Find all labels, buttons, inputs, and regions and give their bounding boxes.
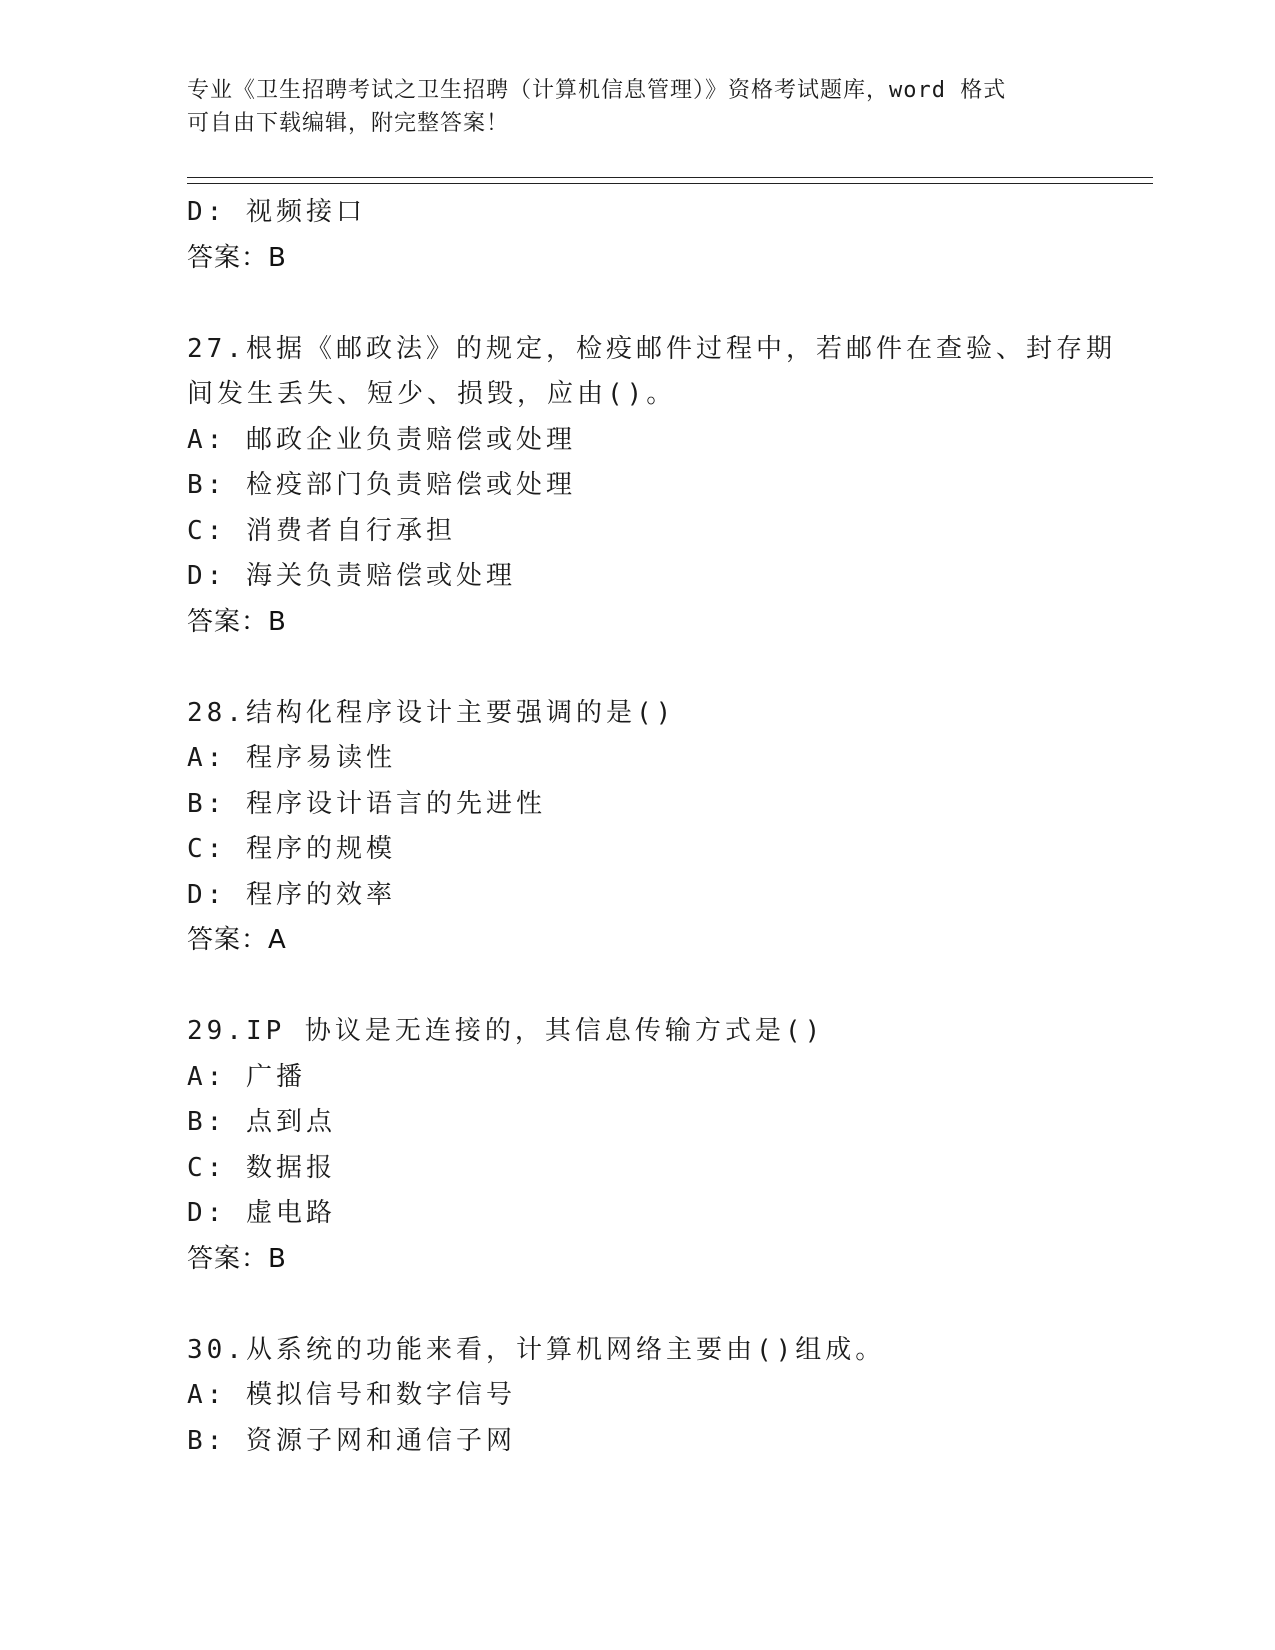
answer-line: 答案：B [187, 1243, 287, 1274]
option-a: A: 邮政企业负责赔偿或处理 [187, 424, 576, 455]
answer-line: 答案：A [187, 925, 287, 955]
carryover-option-d: D: 视频接口 [187, 197, 366, 227]
spacer [187, 964, 1087, 1010]
option-d: D: 海关负责赔偿或处理 [187, 561, 516, 591]
question-27 [187, 327, 1116, 646]
option-d: D: 虚电路 [187, 1198, 336, 1228]
option-b: B: 检疫部门负责赔偿或处理 [187, 470, 576, 500]
option-c: C: 程序的规模 [187, 834, 396, 864]
option-c: C: 数据报 [187, 1152, 336, 1183]
question-stem: 29.IP 协议是无连接的，其信息传输方式是() [187, 1016, 825, 1046]
header-line-2: 可自由下载编辑，附完整答案！ [187, 111, 510, 136]
option-d: D: 程序的效率 [187, 879, 396, 910]
option-b: B: 资源子网和通信子网 [187, 1425, 516, 1456]
question-stem: 28.结构化程序设计主要强调的是() [187, 697, 676, 728]
option-c: C: 消费者自行承担 [187, 515, 456, 546]
spacer [187, 645, 1087, 691]
carryover-answer: 答案：B [187, 242, 287, 273]
option-a: A: 广播 [187, 1061, 306, 1092]
document-header [187, 74, 1067, 140]
option-a: A: 模拟信号和数字信号 [187, 1380, 516, 1410]
header-rule-top [187, 177, 1153, 178]
option-b: B: 程序设计语言的先进性 [187, 788, 546, 819]
header-line-1: 专业《卫生招聘考试之卫生招聘（计算机信息管理）》资格考试题库，word 格式 [187, 78, 1007, 103]
option-b: B: 点到点 [187, 1107, 336, 1137]
question-stem: 27.根据《邮政法》的规定，检疫邮件过程中，若邮件在查验、封存期 [187, 333, 1116, 364]
question-list [187, 190, 1116, 1464]
question-29 [187, 1009, 1087, 1282]
spacer [187, 281, 1087, 327]
answer-line: 答案：B [187, 606, 287, 637]
question-28 [187, 691, 1087, 964]
question-30 [187, 1328, 1087, 1465]
option-a: A: 程序易读性 [187, 743, 396, 773]
question-stem-continued: 间发生丢失、短少、损毁，应由()。 [187, 379, 677, 409]
spacer [187, 1282, 1087, 1328]
question-stem: 30.从系统的功能来看，计算机网络主要由()组成。 [187, 1334, 886, 1365]
header-rule-bottom [187, 183, 1153, 184]
